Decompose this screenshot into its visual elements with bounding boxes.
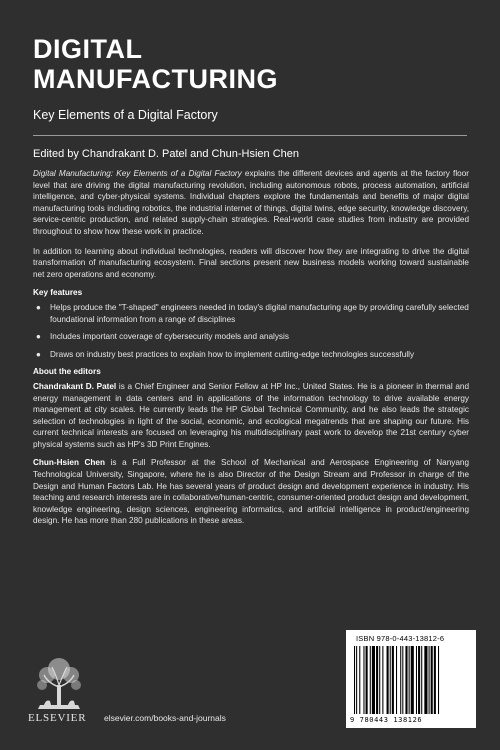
description-italic-title: Digital Manufacturing: Key Elements of a Digital Factory bbox=[33, 169, 242, 178]
barcode-bar bbox=[405, 646, 407, 714]
barcode-bar bbox=[356, 646, 357, 714]
editor-bio-1 bbox=[33, 381, 469, 451]
barcode-bar bbox=[409, 646, 410, 714]
key-feature-text: Draws on industry best practices to explain how to implement cutting-edge technologies successfully bbox=[50, 349, 415, 359]
barcode-digits: 9 780443 138126 bbox=[350, 716, 423, 724]
barcode-bar bbox=[431, 646, 433, 714]
back-cover-text bbox=[33, 168, 469, 534]
barcode-bar bbox=[372, 646, 375, 714]
barcode-bar bbox=[376, 646, 378, 714]
barcode-bar bbox=[390, 646, 391, 714]
key-feature-text: Includes important coverage of cybersecurity models and analysis bbox=[50, 332, 289, 342]
bullet-icon: ● bbox=[36, 332, 41, 342]
barcode-bar bbox=[438, 646, 439, 714]
key-feature-text: Helps produce the "T-shaped" engineers needed in today's digital manufacturing age by providing carefully selected foundational information from a range of disciplines bbox=[50, 302, 469, 324]
book-title bbox=[33, 34, 278, 94]
barcode-box bbox=[346, 630, 476, 728]
editor-bio-1-text: is a Chief Engineer and Senior Fellow at HP Inc., United States. He is a pioneer in thermal and energy management in data centers and in applications of the information technology to drive available energy management at city scales. He currently leads the HP Global Technical Community, and he also leads the strategic selection of technologies in light of the social, economic, and ecological megatrends that are shaping our future. His current technical interests are focused on leveraging his multidisciplinary past work to develop the 21st century cyber physical systems such as HP's 3D Print Engines. bbox=[33, 381, 469, 449]
barcode-bar bbox=[387, 646, 389, 714]
barcode-bar bbox=[359, 646, 360, 714]
book-subtitle: Key Elements of a Digital Factory bbox=[33, 108, 218, 122]
barcode-bar bbox=[421, 646, 422, 714]
list-item bbox=[33, 349, 469, 361]
elsevier-tree-logo-icon bbox=[30, 655, 88, 713]
barcode-bar bbox=[370, 646, 371, 714]
barcode-bar bbox=[396, 646, 397, 714]
barcode-bar bbox=[429, 646, 430, 714]
barcode-bar bbox=[382, 646, 383, 714]
editor-bio-2 bbox=[33, 457, 469, 527]
barcode-bar bbox=[402, 646, 403, 714]
description-paragraph-1-text: explains the different devices and agents at the factory floor level that are driving the digital manufacturing revolution, including autonomous robots, process automation, artificial intelligence, and cyber-physical systems. Individual chapters explore the fundamentals and benefits of major digital manufacturing tools including robotics, the industrial internet of things, digital twins, edge security, knowledge discovery, service-centric production, and related supply-chain strategies. Real-world case studies from industry are provided throughout to show how these work in practice. bbox=[33, 169, 469, 236]
title-line-2: MANUFACTURING bbox=[33, 64, 278, 94]
description-paragraph-2: In addition to learning about individual technologies, readers will discover how they are integrating to drive the digital transformation of manufacturing ecosystem. Final sections present new business models working toward sustainable net zero operations and economy. bbox=[33, 246, 469, 279]
bullet-icon: ● bbox=[36, 302, 41, 312]
editor-name-1: Chandrakant D. Patel bbox=[33, 381, 117, 391]
description-paragraph-1 bbox=[33, 168, 469, 238]
barcode-bar bbox=[392, 646, 394, 714]
bullet-icon: ● bbox=[36, 349, 41, 359]
publisher-url[interactable]: elsevier.com/books-and-journals bbox=[104, 713, 226, 723]
title-divider bbox=[33, 135, 467, 136]
barcode-bar bbox=[354, 646, 355, 714]
list-item bbox=[33, 331, 469, 343]
barcode-bar bbox=[366, 646, 368, 714]
editor-name-2: Chun-Hsien Chen bbox=[33, 458, 105, 468]
barcode-bar bbox=[400, 646, 401, 714]
barcode-bar bbox=[424, 646, 427, 714]
barcode-bar bbox=[416, 646, 417, 714]
list-item bbox=[33, 302, 469, 325]
publisher-name: ELSEVIER bbox=[28, 712, 87, 724]
editors-line: Edited by Chandrakant D. Patel and Chun-Hsien Chen bbox=[33, 148, 299, 160]
isbn-text: ISBN 978-0-443-13812-6 bbox=[356, 634, 445, 643]
barcode-bar bbox=[379, 646, 380, 714]
barcode-bar bbox=[363, 646, 364, 714]
barcode-bar bbox=[411, 646, 414, 714]
key-features-heading: Key features bbox=[33, 288, 83, 298]
barcode-bar bbox=[418, 646, 420, 714]
editor-bio-2-text: is a Full Professor at the School of Mechanical and Aerospace Engineering of Nanyang Technological University, Singapore, where he is also Director of the Design Stream and Professor in charge of the Design and Human Factors Lab. He has several years of product design and development experience in industry. His teaching and research interests are in collaborative/human-centric, consumer-oriented product design and development, knowledge engineering, design sciences, engineering informatics, and artificial intelligence in product/engineering design. He has more than 280 publications in these areas. bbox=[33, 458, 469, 526]
title-line-1: DIGITAL bbox=[33, 34, 143, 64]
key-features-list bbox=[33, 302, 469, 360]
about-editors-heading: About the editors bbox=[33, 367, 101, 377]
barcode-bar bbox=[434, 646, 436, 714]
barcode-icon bbox=[354, 646, 468, 714]
